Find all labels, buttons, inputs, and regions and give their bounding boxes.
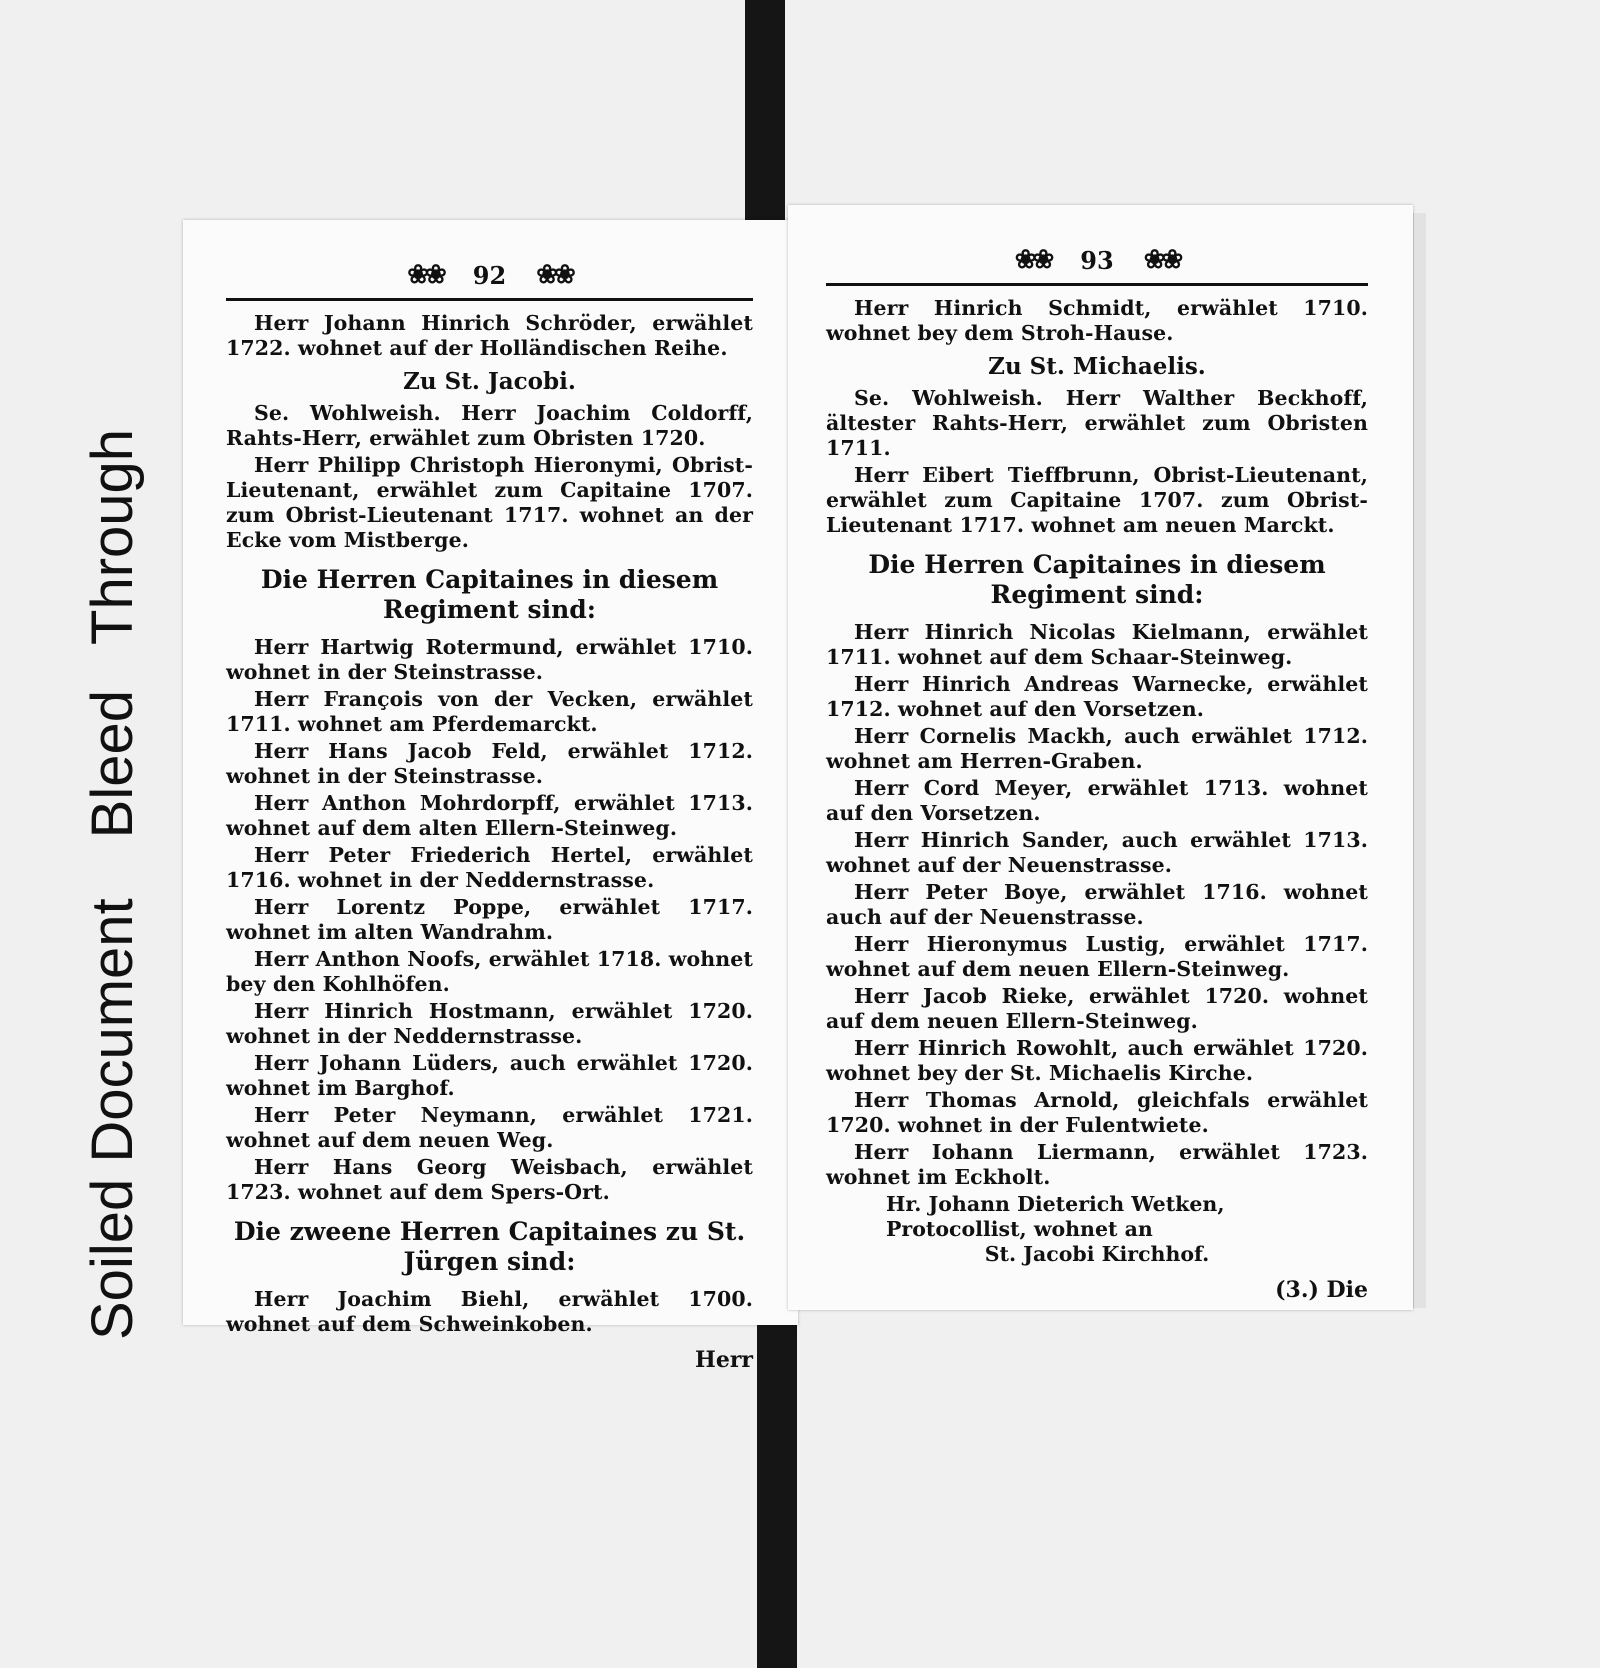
- ornament-icon: ❀❀: [536, 260, 572, 290]
- section-heading: Die Herren Capitaines in diesem Regiment sind:: [260, 565, 719, 624]
- side-label-line2: Bleed: [79, 689, 145, 839]
- list-item: Herr Thomas Arnold, gleichfals erwählet 1720. wohnet in der Fulentwiete.: [826, 1088, 1368, 1137]
- page-stack-edge: [1413, 213, 1426, 1308]
- list-item: Herr Hinrich Nicolas Kielmann, erwählet 1711. wohnet auf dem Schaar-Steinweg.: [826, 620, 1368, 669]
- ornament-icon: ❀❀: [1014, 245, 1051, 275]
- list-item: Herr Eibert Tieffbrunn, Obrist-Lieutenant, erwählet zum Capitaine 1707. zum Obrist-Lieutenant 1717. wohnet am neuen Marckt.: [826, 463, 1368, 537]
- list-item: Herr Johann Lüders, auch erwählet 1720. wohnet im Barghof.: [226, 1051, 753, 1100]
- closing-line: Hr. Johann Dieterich Wetken, Protocollist, wohnet an: [886, 1192, 1225, 1241]
- list-item: Herr Hinrich Schmidt, erwählet 1710. wohnet bey dem Stroh-Hause.: [826, 296, 1368, 345]
- list-item: Herr Peter Neymann, erwählet 1721. wohnet auf dem neuen Weg.: [226, 1103, 753, 1152]
- list-item: Herr Hinrich Sander, auch erwählet 1713. wohnet auf der Neuenstrasse.: [826, 828, 1368, 877]
- list-item: Herr Hinrich Andreas Warnecke, erwählet 1712. wohnet auf den Vorsetzen.: [826, 672, 1368, 721]
- section-heading: Die zweene Herren Capitaines zu St. Jürgen sind:: [233, 1217, 746, 1276]
- list-item: Herr Joachim Biehl, erwählet 1700. wohnet auf dem Schweinkoben.: [226, 1287, 753, 1336]
- list-item: Herr François von der Vecken, erwählet 1711. wohnet am Pferdemarckt.: [226, 687, 753, 736]
- list-item: Herr Cord Meyer, erwählet 1713. wohnet auf den Vorsetzen.: [826, 776, 1368, 825]
- list-item: Herr Iohann Liermann, erwählet 1723. wohnet im Eckholt.: [826, 1140, 1368, 1189]
- list-item: Herr Hinrich Hostmann, erwählet 1720. wohnet in der Neddernstrasse.: [226, 999, 753, 1048]
- list-item: Herr Jacob Rieke, erwählet 1720. wohnet auf dem neuen Ellern-Steinweg.: [826, 984, 1368, 1033]
- ornament-icon: ❀❀: [407, 260, 443, 290]
- side-label-line3: Through: [79, 428, 145, 645]
- side-label-line1: Soiled Document: [79, 898, 145, 1340]
- list-item: Se. Wohlweish. Herr Joachim Coldorff, Rahts-Herr, erwählet zum Obristen 1720.: [226, 401, 753, 450]
- section-subheading: Zu St. Jacobi.: [403, 368, 576, 395]
- list-item: Herr Hieronymus Lustig, erwählet 1717. wohnet auf dem neuen Ellern-Steinweg.: [826, 932, 1368, 981]
- list-item: Herr Johann Hinrich Schröder, erwählet 1722. wohnet auf der Holländischen Reihe.: [226, 311, 753, 360]
- header-rule: [826, 283, 1368, 286]
- right-page-header: [826, 245, 1368, 275]
- right-page: [788, 205, 1413, 1310]
- list-item: Herr Hans Georg Weisbach, erwählet 1723. wohnet auf dem Spers-Ort.: [226, 1155, 753, 1204]
- list-item: Herr Hans Jacob Feld, erwählet 1712. wohnet in der Steinstrasse.: [226, 739, 753, 788]
- closing-entry: [886, 1192, 1368, 1267]
- page-number: 92: [472, 260, 507, 290]
- page-number: 93: [1080, 245, 1114, 275]
- list-item: Herr Cornelis Mackh, auch erwählet 1712. wohnet am Herren-Graben.: [826, 724, 1368, 773]
- left-page-header: [226, 260, 753, 290]
- ornament-icon: ❀❀: [1143, 245, 1180, 275]
- catchword: (3.) Die: [1275, 1277, 1368, 1303]
- section-subheading: Zu St. Michaelis.: [988, 353, 1206, 380]
- closing-line: St. Jacobi Kirchhof.: [984, 1242, 1210, 1266]
- section-heading: Die Herren Capitaines in diesem Regiment sind:: [868, 550, 1326, 609]
- book-binding-top: [745, 0, 785, 228]
- list-item: Se. Wohlweish. Herr Walther Beckhoff, ältester Rahts-Herr, erwählet zum Obristen 1711.: [826, 386, 1368, 460]
- list-item: Herr Hartwig Rotermund, erwählet 1710. wohnet in der Steinstrasse.: [226, 635, 753, 684]
- list-item: Herr Peter Friederich Hertel, erwählet 1716. wohnet in der Neddernstrasse.: [226, 843, 753, 892]
- list-item: Herr Peter Boye, erwählet 1716. wohnet auch auf der Neuenstrasse.: [826, 880, 1368, 929]
- header-rule: [226, 298, 753, 301]
- catchword: Herr: [695, 1347, 753, 1373]
- list-item: Herr Philipp Christoph Hieronymi, Obrist-Lieutenant, erwählet zum Capitaine 1707. zum Obrist-Lieutenant 1717. wohnet an der Ecke vom Mistberge.: [226, 453, 753, 552]
- side-label: [72, 200, 152, 1340]
- list-item: Herr Hinrich Rowohlt, auch erwählet 1720. wohnet bey der St. Michaelis Kirche.: [826, 1036, 1368, 1085]
- left-page: [183, 220, 798, 1373]
- list-item: Herr Anthon Mohrdorpff, erwählet 1713. wohnet auf dem alten Ellern-Steinweg.: [226, 791, 753, 840]
- book-binding-bottom: [757, 1300, 797, 1668]
- list-item: Herr Lorentz Poppe, erwählet 1717. wohnet im alten Wandrahm.: [226, 895, 753, 944]
- list-item: Herr Anthon Noofs, erwählet 1718. wohnet bey den Kohlhöfen.: [226, 947, 753, 996]
